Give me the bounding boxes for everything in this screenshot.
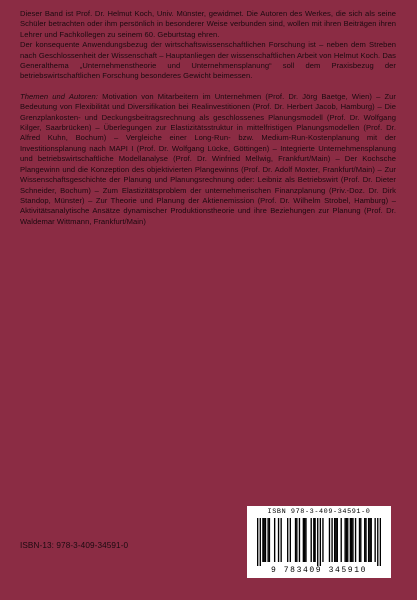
barcode-bar [359,518,360,562]
barcode-bar [303,518,304,562]
barcode-bar [278,518,279,562]
barcode-bar [369,518,370,562]
barcode-bar [371,518,372,562]
barcode-bar [313,518,314,562]
barcode-bar [380,518,381,566]
blurb-text [20,9,396,227]
barcode-bar [269,518,270,562]
barcode-digits: 9 783409 345910 [270,566,367,575]
intro-paragraph-theme: Der konsequente Anwendungsbezug der wirtschaftswissenschaftlichen Forschung ist – neben dem Streben nach Geschlossenheit der Wissenschaft – Hauptanliegen der wissenschaftlichen Arbeit von Helmut Koch. Das Generalthema „Unternehmenstheorie und Unternehmensplanung“ soll dem Praxisbezug der betriebswirtschaftlichen Forschung besonderes Gewicht beimessen. [20,40,396,81]
paragraph-spacer [20,82,396,92]
barcode-bar [364,518,365,562]
barcode-bar [344,518,345,562]
barcode-bar [257,518,258,566]
barcode-bar [331,518,332,562]
barcode-bar [322,518,323,562]
barcode-isbn-label: ISBN 978-3-409-34591-0 [267,508,371,516]
barcode-bar [360,518,361,562]
barcode-bar [287,518,288,562]
barcode-bar [264,518,265,562]
barcode-icon [257,518,381,566]
barcode-bar [352,518,353,562]
barcode-bar [368,518,369,562]
barcode-bar [314,518,315,562]
barcode-bar [262,518,263,562]
barcode-bar [350,518,351,562]
barcode-bar [304,518,305,562]
barcode-bar [317,518,318,566]
topics-paragraph [20,92,396,227]
barcode-bar [337,518,338,562]
barcode-bar [329,518,330,562]
barcode-bar [334,518,335,562]
intro-paragraph-dedication: Dieser Band ist Prof. Dr. Helmut Koch, Univ. Münster, gewidmet. Die Autoren des Werkes, die sich als seine Schüler betrachten oder ihm persönlich in besonderer Weise verbunden sind, wollen mit ihren Beiträgen ihren Lehrer und Fachkollegen zu seinem 60. Geburtstag ehren. [20,9,396,39]
barcode-bar [265,518,266,562]
barcode-bar [347,518,348,562]
barcode-bar [377,518,378,566]
barcode-bar [280,518,281,562]
barcode-bar [335,518,336,562]
barcode-bar [299,518,300,562]
barcode-bar [320,518,321,566]
barcode-bar [311,518,312,562]
barcode-bar [355,518,356,562]
barcode-bar [274,518,275,562]
barcode-bar [305,518,306,562]
topics-label: Themen und Autoren: [20,91,98,101]
topics-text: Motivation von Mitarbeitern im Unternehmen (Prof. Dr. Jörg Baetge, Wien) – Zur Bedeutung von Flexibilität und Diversifikation bei Realinvestitionen (Prof. Dr. Herbert Jacob, Hamburg) – Die Grenzplankosten- und Deckungsbeitragsrechnung als geschlossenes Planungsmodell (Prof. Dr. Wolfgang Kilger, Saarbrücken) – Überlegungen zur Elastizitätsstruktur in mittelfristigen Planungsmodellen (Prof. Dr. Alfred Kuhn, Bochum) – Vergleiche einer Long-Run- bzw. Medium-Run-Kostenplanung mit der Investitionsplanung nach MAPI I (Prof. Dr. Wolfgang Lücke, Göttingen) – Integrierte Unternehmensplanung und betriebswirtschaftliche Modellanalyse (Prof. Dr. Winfried Mellwig, Frankfurt/Main) – Der Kochsche Plangewinn und die Konzeption des objektivierten Plangewinns (Prof. Dr. Adolf Moxter, Frankfurt/Main) – Zur Wissenschaftsgeschichte der Planung und Planungsrechnung oder: Leibniz als Betriebswirt (Prof. Dr. Dieter Schneider, Bochum) – Zum Elastizitätsproblem der unternehmerischen Finanzplanung (Priv.-Doz. Dr. Dirk Standop, Münster) – Zur Theorie und Planung der Aktienemission (Prof. Dr. Wilhelm Strobel, Hamburg) – Aktivitätsanalytische Ansätze dynamischer Produktionstheorie und ihre Beziehungen zur Planung (Prof. Dr. Waldemar Wittmann, Frankfurt/Main) [20,91,396,226]
barcode-bar [346,518,347,562]
barcode-panel [247,506,391,578]
barcode-bar [267,518,268,562]
barcode-bar [290,518,291,562]
barcode-bar [341,518,342,562]
barcode-bar [295,518,296,562]
barcode-bar [365,518,366,562]
barcode-bar [374,518,375,562]
barcode-bar [296,518,297,562]
isbn-13-label: ISBN-13: 978-3-409-34591-0 [20,541,129,550]
barcode-bar [260,518,261,566]
barcode-bar [351,518,352,562]
